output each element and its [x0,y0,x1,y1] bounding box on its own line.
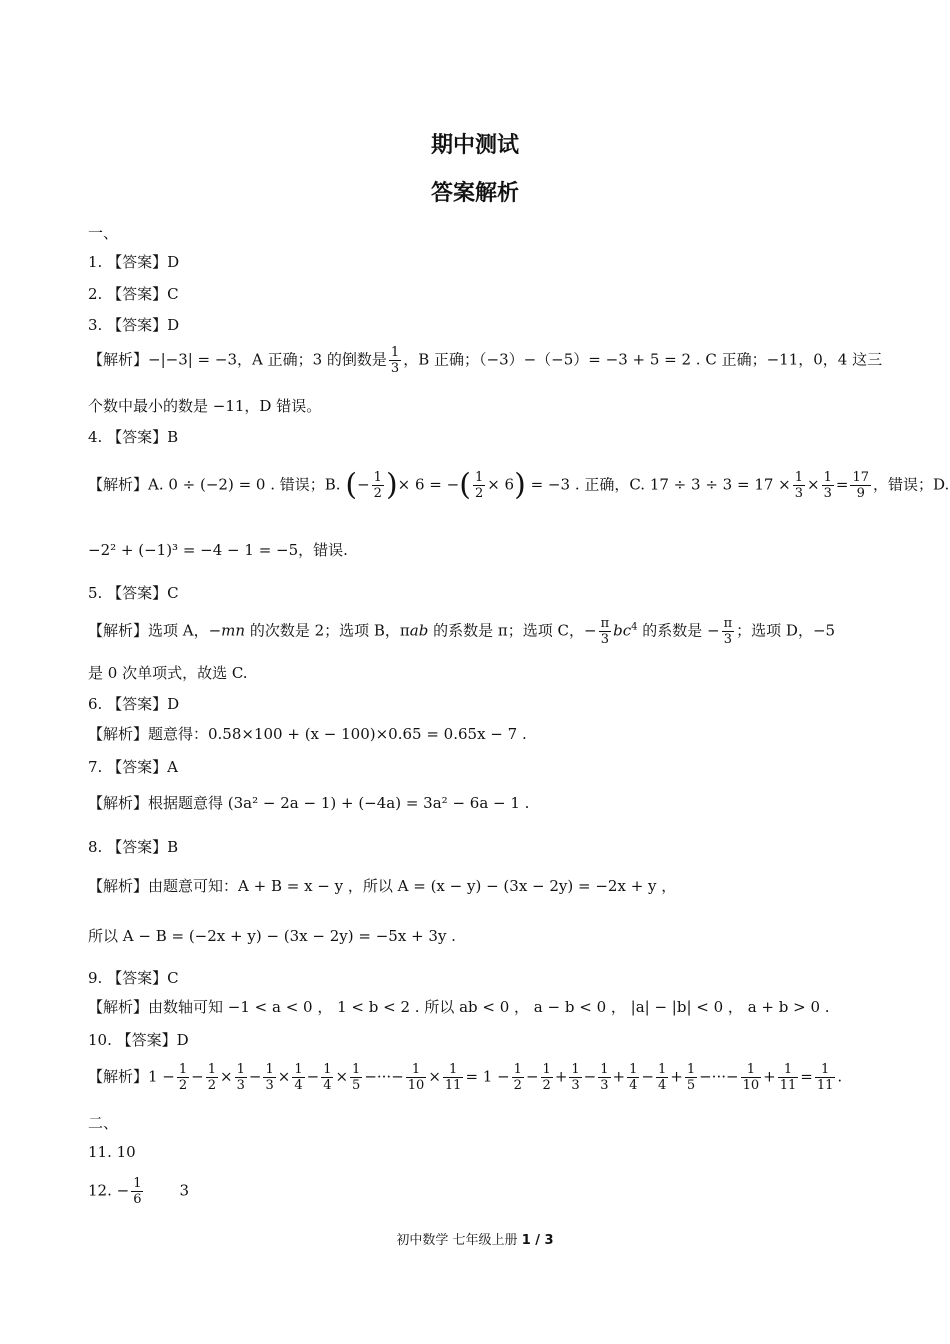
section-two-label: 二、 [88,1114,119,1132]
explanation-6: 【解析】题意得：0.58×100 + (x − 100)×0.65 = 0.65x − 7 . [88,725,527,743]
explanation-4-line-2: −2² + (−1)³ = −4 − 1 = −5，错误. [88,541,348,559]
answer-2: 2. 【答案】C [88,285,179,303]
answer-12-second: 3 [179,1181,190,1200]
answer-12-number: 12. [88,1181,112,1200]
page-footer [0,1229,950,1248]
explanation-4-line-1: 【解析】A. 0 ÷ (−2) = 0 . 错误；B. (− $\frac{1}{2}$ )× 6 = −( $\frac{1}{2}$ × 6) = −3 . 正确，C. 17 ÷ 3 ÷ 3 = 17 × $\frac{1}{3}$ × $\frac{1}{3}$ = $\frac{17}{9}$ ，错误；D. [88,467,950,503]
answer-1: 1. 【答案】D [88,253,180,271]
answer-7: 7. 【答案】A [88,758,178,776]
explanation-5-line-2: 是 0 次单项式，故选 C. [88,664,248,682]
explanation-8-line-2: 所以 A − B = (−2x + y) − (3x − 2y) = −5x + 3y . [88,927,456,945]
answer-4: 4. 【答案】B [88,428,179,446]
answer-11: 11. 10 [88,1143,136,1161]
explanation-9: 【解析】由数轴可知 −1 < a < 0 ， 1 < b < 2 . 所以 ab < 0 ， a − b < 0 ， |a| − |b| < 0 ， a + b > 0 . [88,998,830,1016]
page-subtitle: 答案解析 [430,181,519,206]
page-title: 期中测试 [430,133,519,158]
answer-8: 8. 【答案】B [88,838,179,856]
explanation-5-line-1: 【解析】选项 A，−mn 的次数是 2；选项 B，πab 的系数是 π；选项 C，− $\frac{\pi}{3}$ $bc^4$ 的系数是 − $\frac{\pi}{3}$ ；选项 D，−5 [88,616,836,647]
explanation-8-line-1: 【解析】由题意可知：A + B = x − y ，所以 A = (x − y) − (3x − 2y) = −2x + y ， [88,877,677,895]
section-one-label: 一、 [88,224,119,242]
answer-3: 3. 【答案】D [88,316,180,334]
answer-12: 12. − $\frac{1}{6}$ 3 [88,1176,190,1207]
answer-6: 6. 【答案】D [88,695,180,713]
footer-text: 初中数学 七年级上册 [396,1233,518,1248]
explanation-3-line-2: 个数中最小的数是 −11，D 错误。 [88,397,322,415]
answer-5: 5. 【答案】C [88,584,179,602]
answer-9: 9. 【答案】C [88,969,179,987]
explanation-7: 【解析】根据题意得 (3a² − 2a − 1) + (−4a) = 3a² − 6a − 1 . [88,794,530,812]
explanation-3-line-1: 【解析】−|−3| = −3，A 正确；3 的倒数是 $\frac{1}{3}$ ，B 正确；（−3）−（−5）= −3 + 5 = 2 . C 正确；−11，0，4 这三 [88,345,883,376]
answer-10: 10. 【答案】D [88,1031,189,1049]
explanation-10: 【解析】1 − $\frac{1}{2}$ − $\frac{1}{2}$ × $\frac{1}{3}$ − $\frac{1}{3}$ × $\frac{1}{4}$ − $\frac{1}{4}$ × $\frac{1}{5}$ −···− $\frac{1}{10}$ × $\frac{1}{11}$ = 1 − $\frac{1}{2}$ − $\frac{1}{2}$ + $\frac{1}{3}$ − $\frac{1}{3}$ + $\frac{1}{4}$ − $\frac{1}{4}$ + $\frac{1}{5}$ −···− $\frac{1}{10}$ + $\frac{1}{11}$ = $\frac{1}{11}$ . [88,1062,843,1093]
page-number: 1 / 3 [521,1233,554,1248]
